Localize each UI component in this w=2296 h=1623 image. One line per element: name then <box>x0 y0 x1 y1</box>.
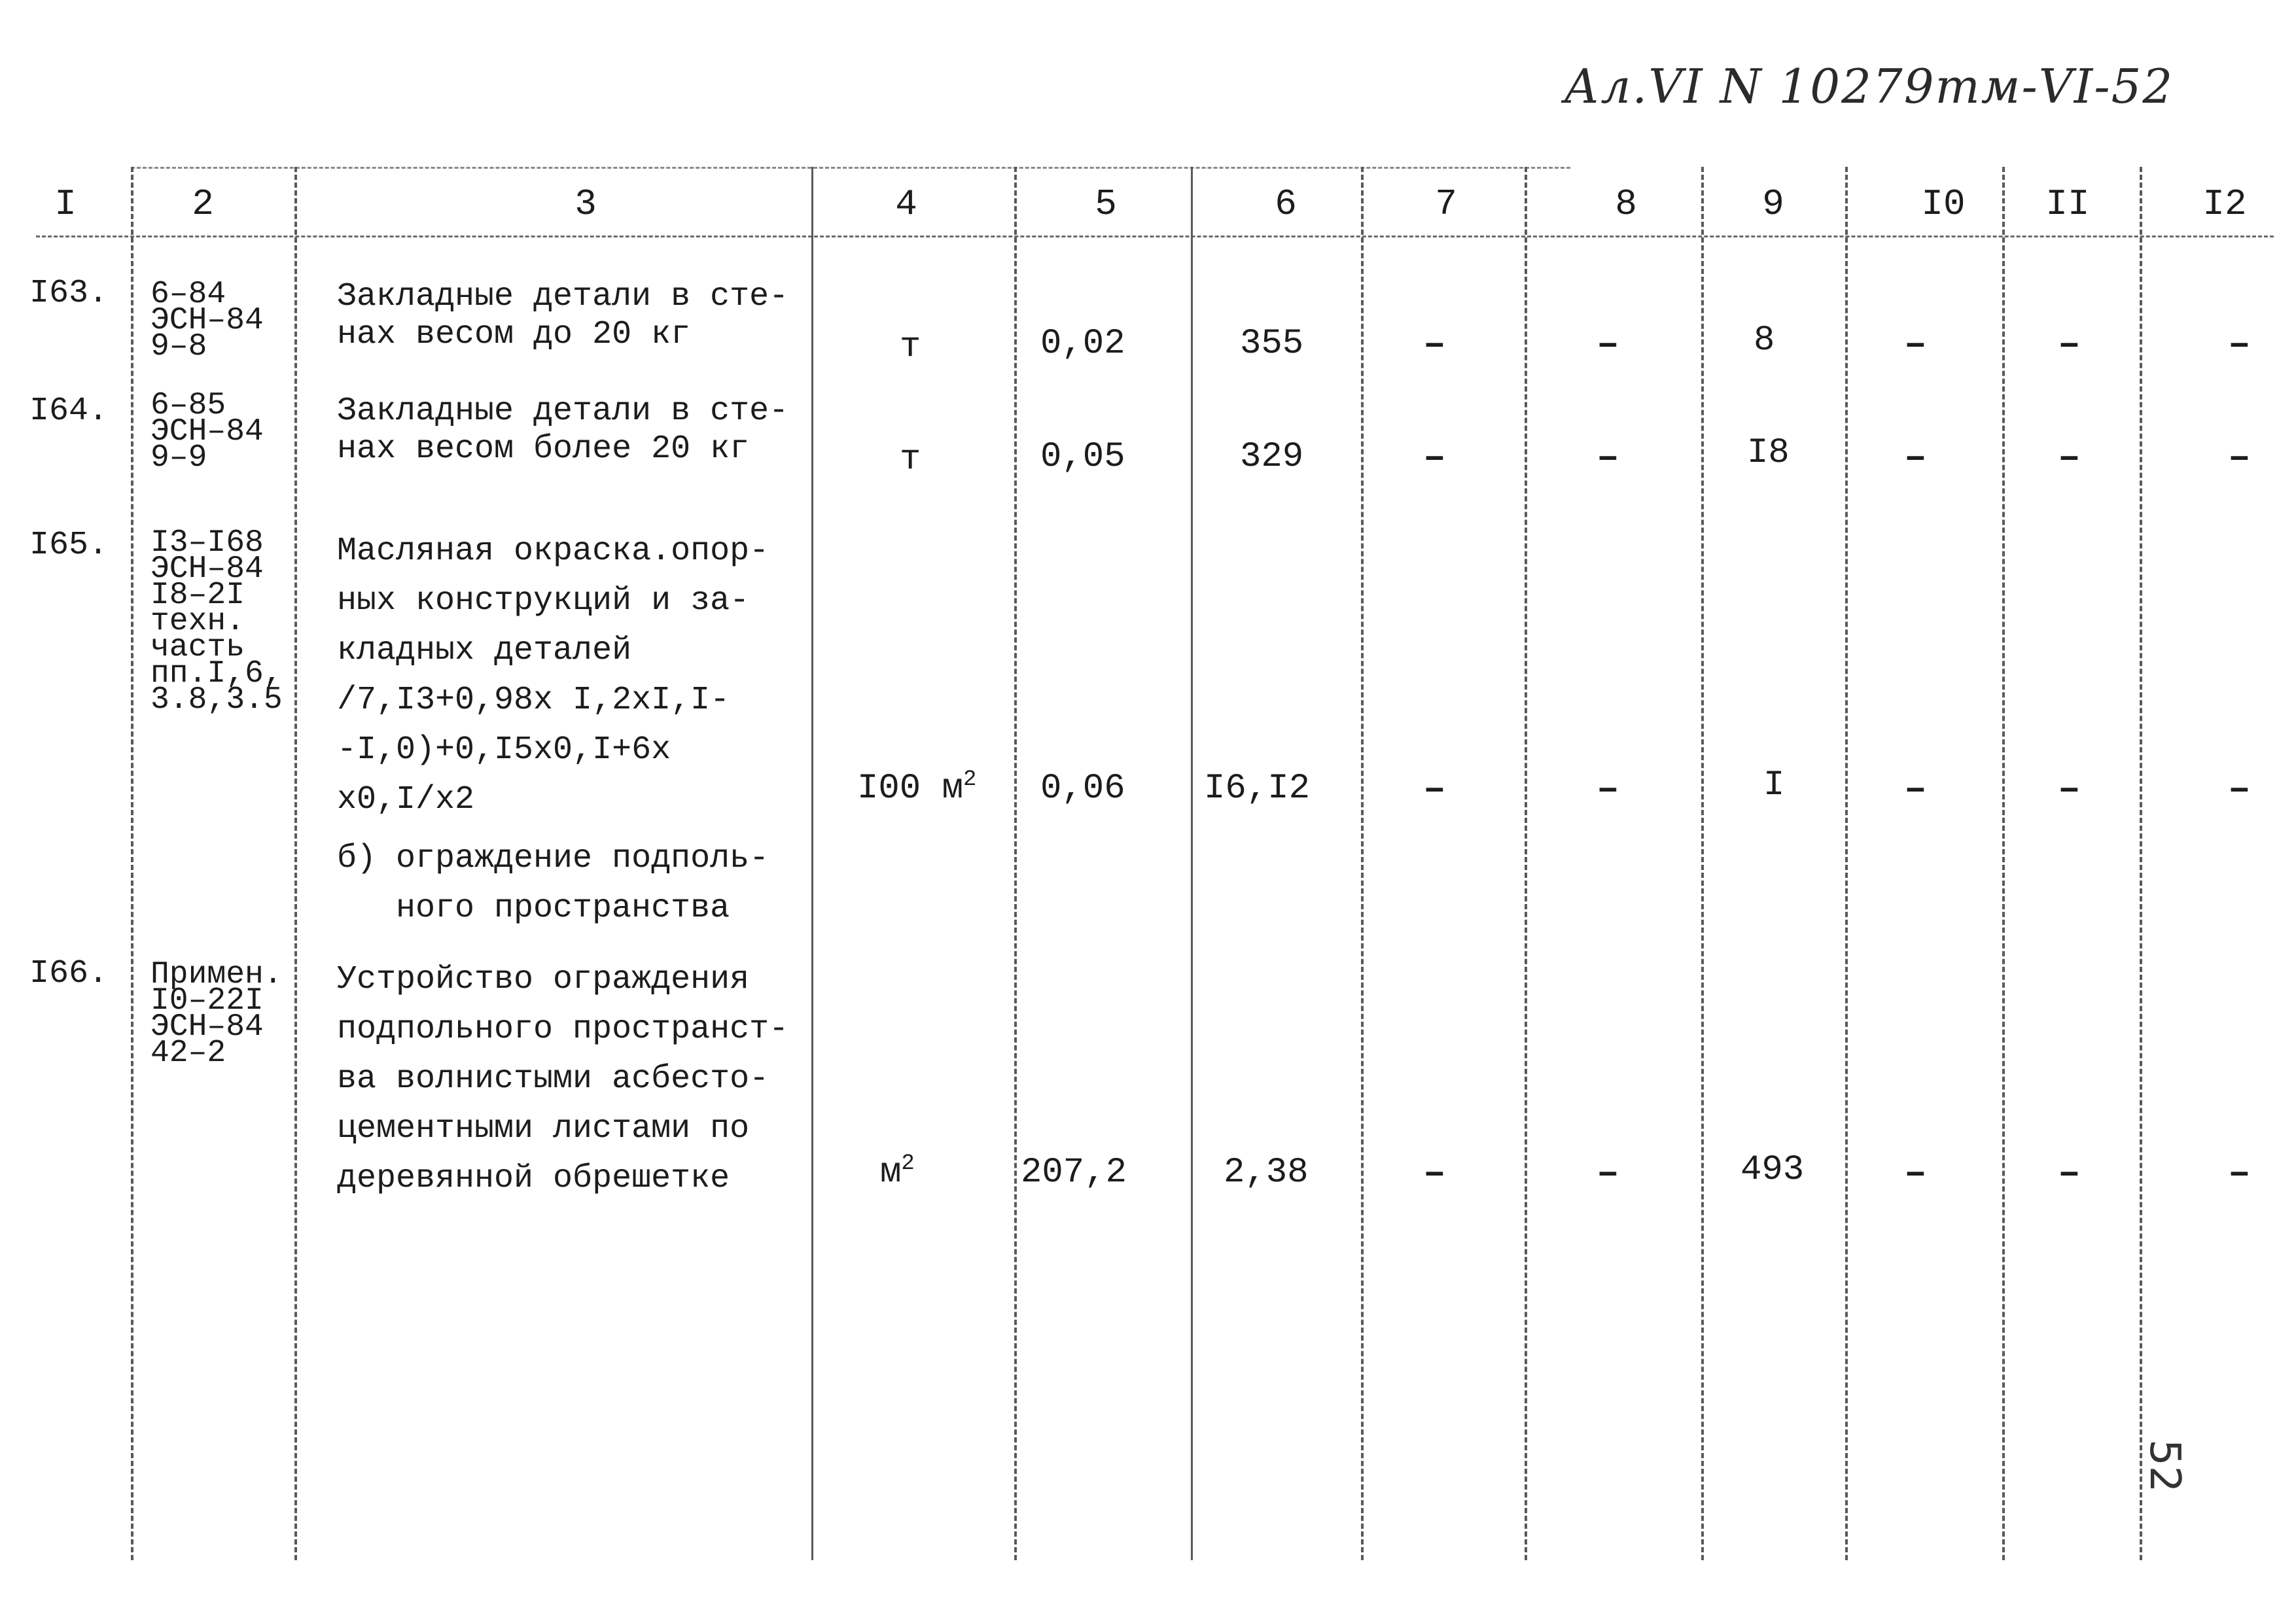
row-col10: – <box>1904 437 1927 480</box>
row-col7: – <box>1423 437 1446 480</box>
row-code: Примен. I0–22I ЭСН–84 42–2 <box>150 957 283 1071</box>
row-col8: – <box>1597 1153 1619 1195</box>
column-header: 4 <box>895 183 917 225</box>
row-col7: – <box>1423 324 1446 366</box>
row-quantity: 0,06 <box>1040 769 1125 809</box>
row-description: Устройство ограждения подпольного пространст- ва волнистыми асбесто- цементными листами по деревянной обрешетке <box>337 961 789 1197</box>
row-col7: – <box>1423 769 1446 811</box>
column-divider <box>131 167 133 1560</box>
row-number: I65. <box>29 527 109 564</box>
row-unit: т <box>900 440 921 480</box>
row-col12: – <box>2228 1153 2251 1195</box>
row-number: I64. <box>29 393 109 430</box>
column-header: 5 <box>1095 183 1117 225</box>
column-divider <box>1525 167 1527 1560</box>
row-col10: – <box>1904 1153 1927 1195</box>
column-header: 8 <box>1615 183 1637 225</box>
row-price: 2,38 <box>1224 1153 1309 1193</box>
row-price: I6,I2 <box>1204 769 1311 809</box>
row-col8: – <box>1597 437 1619 480</box>
row-unit: I00 $м^2$ <box>857 767 977 809</box>
column-divider <box>1845 167 1848 1560</box>
row-quantity: 0,05 <box>1040 437 1125 477</box>
row-number: I66. <box>29 955 109 992</box>
row-unit: т <box>900 327 921 367</box>
row-col10: – <box>1904 324 1927 366</box>
row-col7: – <box>1423 1153 1446 1195</box>
row-code: 6–84 ЭСН–84 9–8 <box>150 277 264 364</box>
page-number: 52 <box>2140 1439 2189 1493</box>
row-unit: $м^2$ <box>880 1151 915 1193</box>
row-code: 6–85 ЭСН–84 9–9 <box>150 388 264 476</box>
row-description: Закладные детали в сте- нах весом более 20 кг <box>337 393 789 468</box>
row-code: I3–I68 ЭСН–84 I8–2I техн. часть пп.I,6, 3.8,3.5 <box>150 525 283 718</box>
row-description: Масляная окраска.опор- ных конструкций и за- кладных деталей /7,I3+0,98х I,2хI,I- -I,0)+0,I5х0,I+6х х0,I/х2 <box>337 532 769 818</box>
column-divider <box>1014 167 1017 1560</box>
column-divider <box>2002 167 2005 1560</box>
column-header: 3 <box>574 183 597 225</box>
column-header: 9 <box>1762 183 1784 225</box>
row-col12: – <box>2228 769 2251 811</box>
column-divider <box>1701 167 1704 1560</box>
row-col11: – <box>2058 1153 2081 1195</box>
document-reference: Ал.VI N 10279тм-VI-52 <box>1564 59 2174 114</box>
row-number: I63. <box>29 275 109 312</box>
column-header: 2 <box>192 183 214 225</box>
column-header: 6 <box>1275 183 1297 225</box>
row-col9: 493 <box>1740 1150 1805 1190</box>
column-divider <box>811 167 813 1560</box>
row-description: Закладные детали в сте- нах весом до 20 кг <box>337 278 789 353</box>
header-separator <box>36 236 2274 237</box>
column-divider <box>2140 167 2142 1560</box>
column-header: 7 <box>1435 183 1457 225</box>
row-col8: – <box>1597 324 1619 366</box>
column-header: I0 <box>1921 183 1966 225</box>
row-quantity: 207,2 <box>1021 1153 1127 1193</box>
row-col9: I8 <box>1747 433 1790 473</box>
column-divider <box>1361 167 1364 1560</box>
row-quantity: 0,02 <box>1040 324 1125 364</box>
column-header: I2 <box>2202 183 2247 225</box>
table-top-border <box>131 167 1570 169</box>
row-col10: – <box>1904 769 1927 811</box>
column-header: II <box>2045 183 2090 225</box>
row-price: 355 <box>1240 324 1304 364</box>
row-col9: I <box>1763 765 1785 805</box>
row-col11: – <box>2058 769 2081 811</box>
column-divider <box>1191 167 1193 1560</box>
row-col12: – <box>2228 324 2251 366</box>
row-price: 329 <box>1240 437 1304 477</box>
row-col11: – <box>2058 324 2081 366</box>
column-header: I <box>54 183 77 225</box>
row-col8: – <box>1597 769 1619 811</box>
row-col11: – <box>2058 437 2081 480</box>
row-col9: 8 <box>1754 321 1775 360</box>
row-col12: – <box>2228 437 2251 480</box>
column-divider <box>294 167 297 1560</box>
section-heading: б) ограждение подполь- ного пространства <box>337 840 769 927</box>
